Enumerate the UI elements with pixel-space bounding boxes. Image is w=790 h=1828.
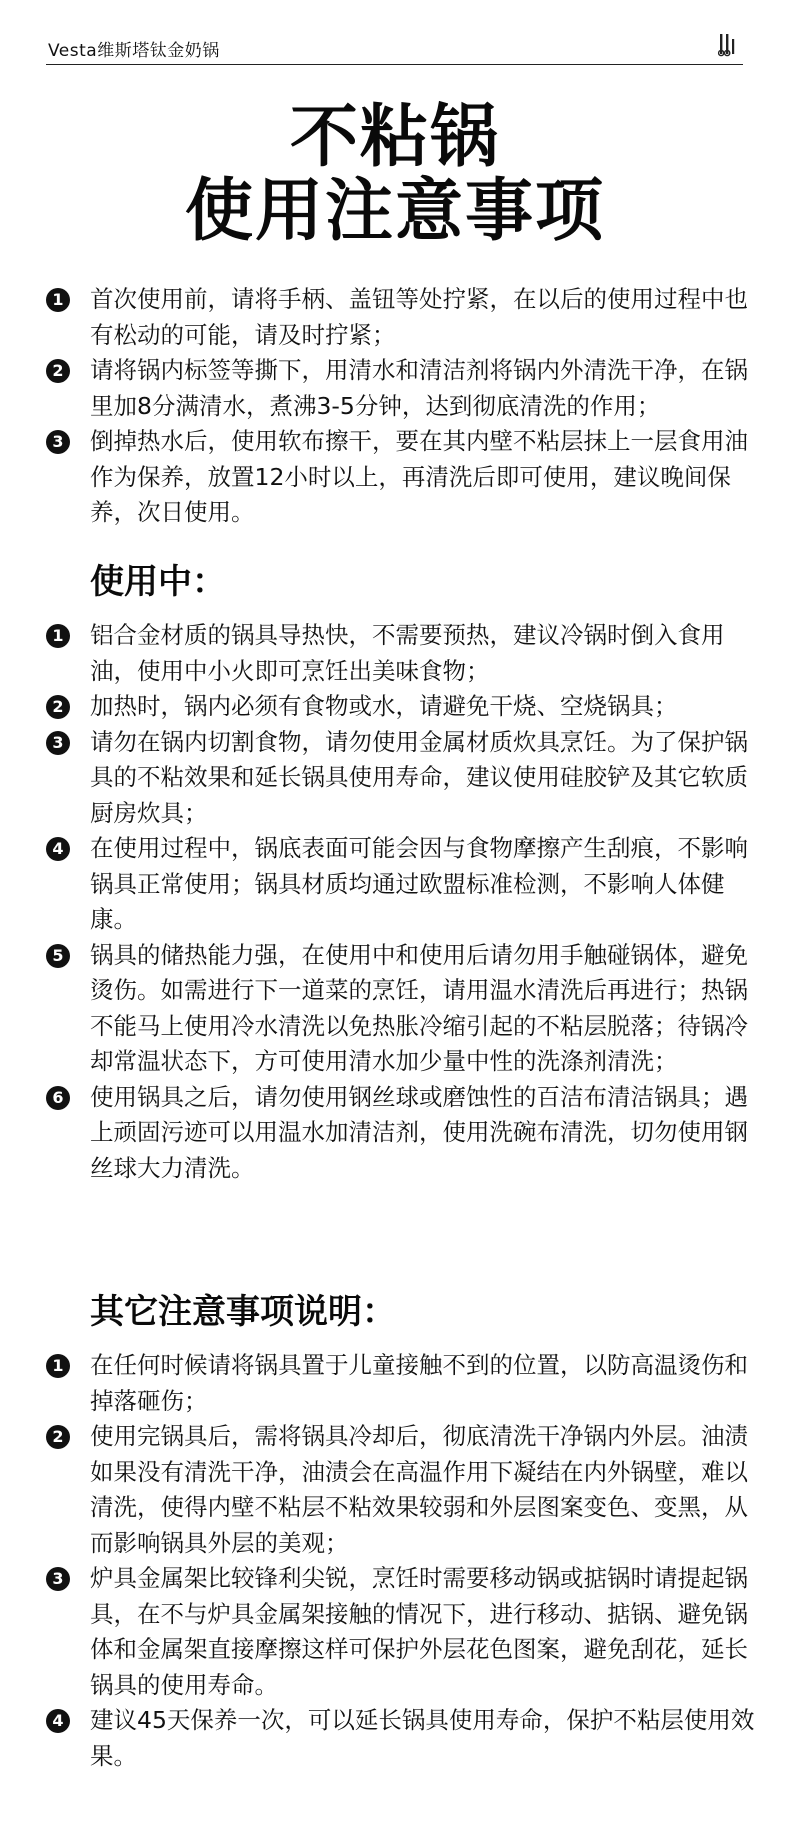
brand-logo-icon bbox=[717, 33, 739, 57]
item-text: 使用完锅具后，需将锅具冷却后，彻底清洗干净锅内外层。油渍如果没有清洗干净，油渍会在高温作用下凝结在内外锅壁，难以清洗，使得内壁不粘层不粘效果较弱和外层图案变色、变黑，从而影响锅具外层的美观； bbox=[90, 1422, 748, 1557]
number-badge: 2 bbox=[46, 359, 70, 383]
number-badge: 3 bbox=[46, 1567, 70, 1591]
page-title-line1: 不粘锅 bbox=[289, 98, 500, 177]
list-item bbox=[44, 618, 759, 689]
list-item bbox=[44, 1561, 759, 1703]
item-text: 建议45天保养一次，可以延长锅具使用寿命，保护不粘层使用效果。 bbox=[90, 1706, 755, 1770]
list-item bbox=[44, 353, 759, 424]
list-item bbox=[44, 1080, 759, 1187]
number-badge: 5 bbox=[46, 944, 70, 968]
number-badge: 3 bbox=[46, 430, 70, 454]
item-text: 铝合金材质的锅具导热快，不需要预热，建议冷锅时倒入食用油，使用中小火即可烹饪出美味食物； bbox=[90, 621, 725, 685]
list-item bbox=[44, 1419, 759, 1561]
header-bar bbox=[46, 30, 743, 65]
other-notes-list bbox=[44, 1348, 759, 1774]
list-item bbox=[44, 938, 759, 1080]
page-title-line2: 使用注意事项 bbox=[184, 172, 605, 251]
item-text: 倒掉热水后，使用软布擦干，要在其内壁不粘层抹上一层食用油作为保养，放置12小时以上，再清洗后即可使用，建议晚间保养，次日使用。 bbox=[90, 427, 748, 526]
list-item bbox=[44, 689, 759, 725]
item-text: 请将锅内标签等撕下，用清水和清洁剂将锅内外清洗干净，在锅里加8分满清水，煮沸3-5分钟，达到彻底清洗的作用； bbox=[90, 356, 748, 420]
number-badge: 1 bbox=[46, 288, 70, 312]
number-badge: 3 bbox=[46, 731, 70, 755]
item-text: 请勿在锅内切割食物，请勿使用金属材质炊具烹饪。为了保护锅具的不粘效果和延长锅具使用寿命，建议使用硅胶铲及其它软质厨房炊具； bbox=[90, 727, 748, 827]
number-badge: 4 bbox=[46, 1709, 70, 1733]
number-badge: 4 bbox=[46, 837, 70, 861]
section-heading-other-notes: 其它注意事项说明： bbox=[90, 1292, 396, 1332]
in-use-list bbox=[44, 618, 759, 1186]
number-badge: 1 bbox=[46, 1354, 70, 1378]
number-badge: 2 bbox=[46, 1425, 70, 1449]
brand-name: Vesta维斯塔钛金奶锅 bbox=[48, 41, 220, 61]
list-item bbox=[44, 1348, 759, 1419]
number-badge: 6 bbox=[46, 1086, 70, 1110]
number-badge: 2 bbox=[46, 695, 70, 719]
number-badge: 1 bbox=[46, 624, 70, 648]
list-item bbox=[44, 831, 759, 938]
list-item bbox=[44, 1703, 759, 1774]
item-text: 首次使用前，请将手柄、盖钮等处拧紧，在以后的使用过程中也有松动的可能，请及时拧紧； bbox=[90, 285, 748, 349]
list-item bbox=[44, 282, 759, 353]
item-text: 使用锅具之后，请勿使用钢丝球或磨蚀性的百洁布清洁锅具；遇上顽固污迹可以用温水加清洁剂，使用洗碗布清洗，切勿使用钢丝球大力清洗。 bbox=[90, 1082, 748, 1182]
section-heading-in-use: 使用中： bbox=[90, 562, 226, 602]
before-use-list bbox=[44, 282, 759, 531]
list-item bbox=[44, 725, 759, 832]
item-text: 炉具金属架比较锋利尖锐，烹饪时需要移动锅或掂锅时请提起锅具，在不与炉具金属架接触的情况下，进行移动、掂锅、避免锅体和金属架直接摩擦这样可保护外层花色图案，避免刮花，延长锅具的使用寿命。 bbox=[90, 1564, 748, 1699]
item-text: 锅具的储热能力强，在使用中和使用后请勿用手触碰锅体，避免烫伤。如需进行下一道菜的烹饪，请用温水清洗后再进行；热锅不能马上使用冷水清洗以免热胀冷缩引起的不粘层脱落；待锅冷却常温状态下，方可使用清水加少量中性的洗涤剂清洗； bbox=[90, 940, 748, 1075]
item-text: 加热时，锅内必须有食物或水，请避免干烧、空烧锅具； bbox=[90, 692, 678, 720]
list-item bbox=[44, 424, 759, 531]
item-text: 在使用过程中，锅底表面可能会因与食物摩擦产生刮痕，不影响锅具正常使用；锅具材质均通过欧盟标准检测，不影响人体健康。 bbox=[90, 834, 748, 933]
item-text: 在任何时候请将锅具置于儿童接触不到的位置，以防高温烫伤和掉落砸伤； bbox=[90, 1351, 748, 1415]
